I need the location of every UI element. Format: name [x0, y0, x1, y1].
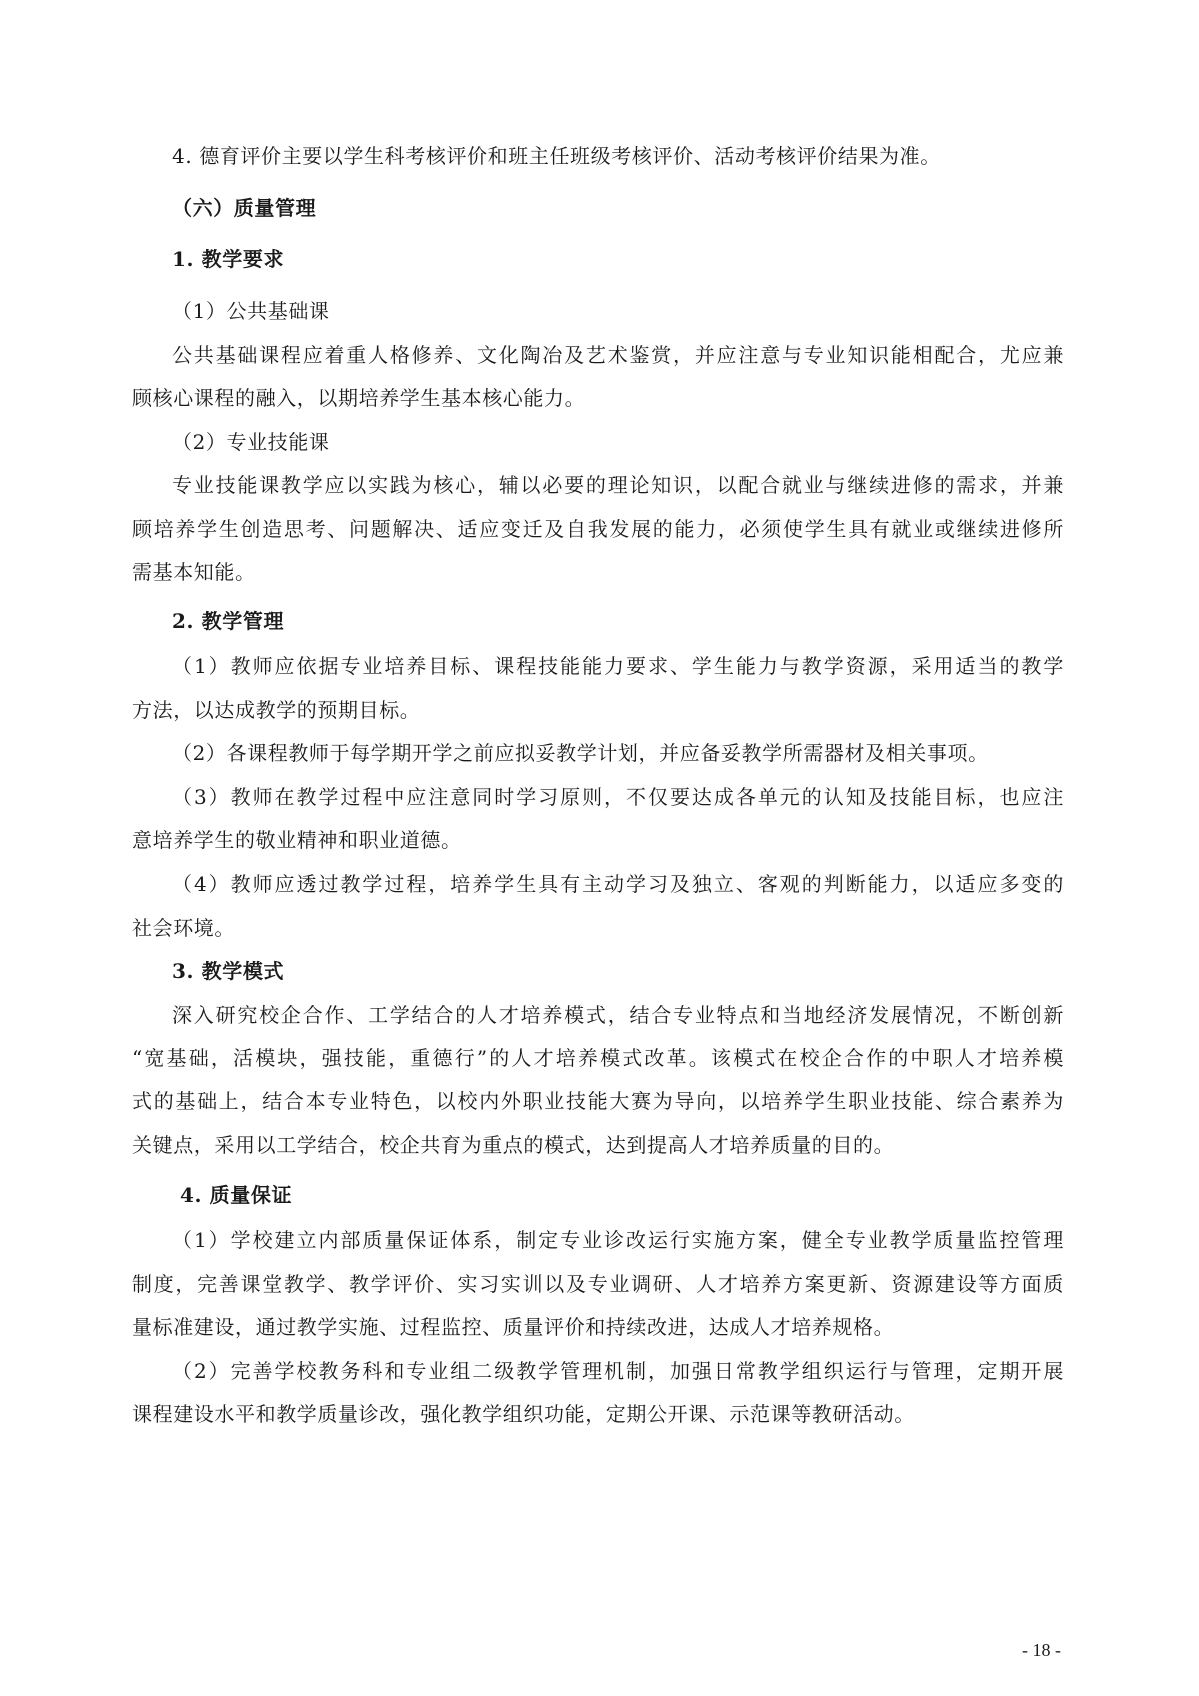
paragraph-line: “宽基础，活模块，强技能，重德行”的人才培养模式改革。该模式在校企合作的中职人才培养模	[132, 1046, 1064, 1070]
paragraph-line: 4. 德育评价主要以学生科考核评价和班主任班级考核评价、活动考核评价结果为准。	[172, 144, 941, 168]
paragraph-line: （3）教师在教学过程中应注意同时学习原则，不仅要达成各单元的认知及技能目标，也应注	[172, 785, 1064, 809]
item-heading: （2）专业技能课	[172, 430, 330, 454]
paragraph-line: 制度，完善课堂教学、教学评价、实习实训以及专业调研、人才培养方案更新、资源建设等方面质	[132, 1272, 1064, 1296]
paragraph-line: 顾培养学生创造思考、问题解决、适应变迁及自我发展的能力，必须使学生具有就业或继续进修所	[132, 517, 1064, 541]
section-heading: （六）质量管理	[172, 196, 317, 220]
paragraph-line: （4）教师应透过教学过程，培养学生具有主动学习及独立、客观的判断能力，以适应多变的	[172, 872, 1064, 896]
paragraph-line: 量标准建设，通过教学实施、过程监控、质量评价和持续改进，达成人才培养规格。	[132, 1315, 895, 1339]
paragraph-line: 方法，以达成教学的预期目标。	[132, 698, 421, 722]
paragraph-line: （2）完善学校教务科和专业组二级教学管理机制，加强日常教学组织运行与管理，定期开展	[172, 1359, 1064, 1383]
subsection-heading: 3. 教学模式	[172, 959, 285, 983]
item-heading: （1）公共基础课	[172, 299, 330, 323]
paragraph-line: 课程建设水平和教学质量诊改，强化教学组织功能，定期公开课、示范课等教研活动。	[132, 1402, 915, 1426]
paragraph-line: 社会环境。	[132, 916, 235, 940]
paragraph-line: （2）各课程教师于每学期开学之前应拟妥教学计划，并应备妥教学所需器材及相关事项。	[172, 741, 989, 765]
paragraph-line: 关键点，采用以工学结合，校企共育为重点的模式，达到提高人才培养质量的目的。	[132, 1133, 895, 1157]
paragraph-line: 顾核心课程的融入，以期培养学生基本核心能力。	[132, 386, 586, 410]
paragraph-line: （1）教师应依据专业培养目标、课程技能能力要求、学生能力与教学资源，采用适当的教学	[172, 654, 1064, 678]
subsection-heading: 2. 教学管理	[172, 609, 285, 633]
paragraph-line: 公共基础课程应着重人格修养、文化陶冶及艺术鉴赏，并应注意与专业知识能相配合，尤应兼	[172, 343, 1064, 367]
paragraph-line: 专业技能课教学应以实践为核心，辅以必要的理论知识，以配合就业与继续进修的需求，并兼	[172, 473, 1064, 497]
paragraph-line: 需基本知能。	[132, 560, 256, 584]
subsection-heading: 4. 质量保证	[180, 1183, 293, 1207]
page-number: - 18 -	[1022, 1640, 1061, 1660]
paragraph-line: 深入研究校企合作、工学结合的人才培养模式，结合专业特点和当地经济发展情况，不断创新	[172, 1003, 1064, 1027]
paragraph-line: （1）学校建立内部质量保证体系，制定专业诊改运行实施方案，健全专业教学质量监控管理	[172, 1228, 1064, 1252]
paragraph-line: 意培养学生的敬业精神和职业道德。	[132, 828, 462, 852]
paragraph-line: 式的基础上，结合本专业特色，以校内外职业技能大赛为导向，以培养学生职业技能、综合素养为	[132, 1089, 1064, 1113]
subsection-heading: 1. 教学要求	[172, 247, 285, 271]
